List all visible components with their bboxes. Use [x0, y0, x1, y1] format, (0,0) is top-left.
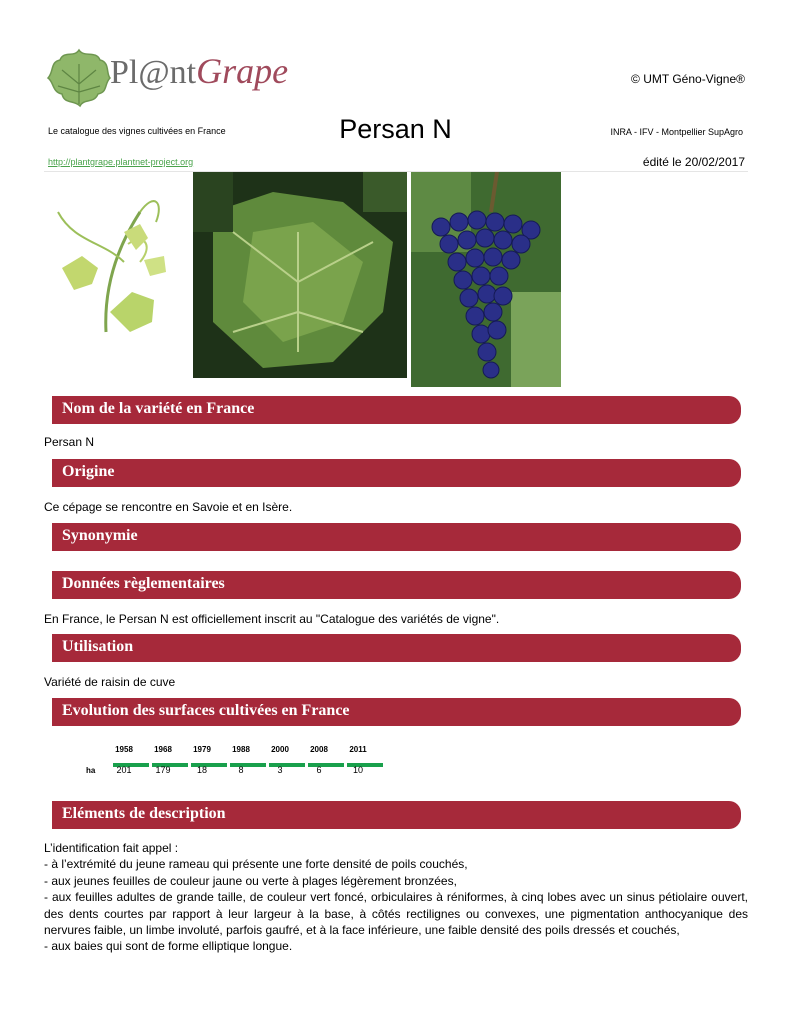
description-line: - aux jeunes feuilles de couleur jaune ou verte à plages légèrement bronzées, [44, 873, 457, 888]
adult-leaf-photo [193, 172, 407, 378]
surface-value: 10 [352, 765, 363, 775]
surface-value: 3 [277, 765, 283, 775]
year-label: 1958 [115, 745, 133, 754]
surfaces-unit: ha [86, 766, 96, 775]
description-line: - à l’extrémité du jeune rameau qui présente une forte densité de poils couchés, [44, 857, 468, 872]
logo-wordmark-plant: Pl@nt [110, 54, 197, 91]
year-label: 2008 [310, 745, 328, 754]
section-origine-heading: Origine [52, 459, 741, 487]
vine-leaf-icon [44, 44, 114, 112]
section-utilisation-body: Variété de raisin de cuve [44, 675, 176, 689]
section-synonymie-heading: Synonymie [52, 523, 741, 551]
section-nom-body: Persan N [44, 435, 95, 449]
surface-value: 18 [196, 765, 207, 775]
surface-value: 8 [238, 765, 244, 775]
surface-value: 6 [316, 765, 322, 775]
shoot-tip-photo [44, 172, 188, 387]
section-evolution-heading: Evolution des surfaces cultivées en France [52, 698, 741, 726]
section-donnees-heading: Données règlementaires [52, 571, 741, 599]
surface-value: 201 [116, 765, 132, 775]
year-label: 1979 [193, 745, 211, 754]
section-nom-heading: Nom de la variété en France [52, 396, 741, 424]
grape-bunch-photo [411, 172, 561, 387]
description-line: L’identification fait appel : [44, 841, 179, 855]
year-label: 2000 [271, 745, 289, 754]
institutions: INRA - IFV - Montpellier SupAgro [610, 127, 743, 137]
description-line: - aux baies qui sont de forme elliptique longue. [44, 939, 293, 954]
year-label: 1968 [154, 745, 172, 754]
section-origine-body: Ce cépage se rencontre en Savoie et en Isère. [44, 500, 293, 514]
logo-wordmark-grape: Grape [196, 51, 289, 91]
year-label: 1988 [232, 745, 250, 754]
edit-date: édité le 20/02/2017 [642, 155, 745, 169]
section-utilisation-heading: Utilisation [52, 634, 741, 662]
page-title: Persan N [339, 114, 452, 144]
section-elements-heading: Eléments de description [52, 801, 741, 829]
copyright: © UMT Géno-Vigne® [631, 72, 745, 86]
section-donnees-body: En France, le Persan N est officiellement inscrit au "Catalogue des variétés de vigne". [44, 612, 500, 626]
plantgrape-link[interactable]: http://plantgrape.plantnet-project.org [48, 157, 194, 167]
description-text [44, 840, 748, 955]
surface-value: 179 [155, 765, 171, 775]
description-line: - aux feuilles adultes de grande taille, de couleur vert foncé, orbiculaires à réniformes, à cinq lobes avec un sinus pétiolaire ouvert, des dents courtes par rapport à leur largeur à la base, à côtés rectilignes ou convexes, une pigmentation anthocyanique des nervures faible, un limbe involuté, parfois gaufré, et à la face inférieure, une faible densité des poils dressés et couchés, [44, 890, 748, 938]
tagline: Le catalogue des vignes cultivées en France [48, 126, 226, 136]
year-label: 2011 [349, 745, 367, 754]
logo-wordmark [110, 50, 288, 92]
